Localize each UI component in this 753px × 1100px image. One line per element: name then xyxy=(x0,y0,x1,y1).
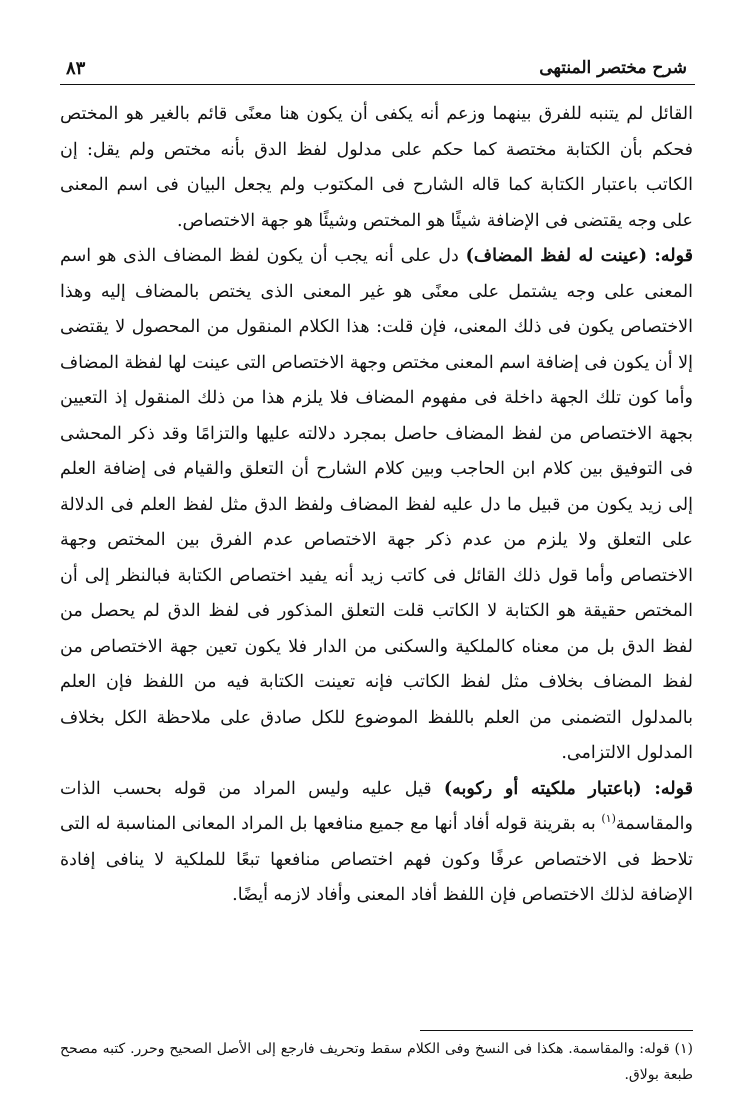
quote-label: قوله: (عينت له لفظ المضاف) xyxy=(465,246,694,266)
page-number: ٨٣ xyxy=(66,58,86,79)
quote-label: قوله: (باعتبار ملكيته أو ركوبه) xyxy=(443,778,693,799)
footnote-marker: (١) xyxy=(601,812,616,826)
header-divider xyxy=(60,84,695,85)
paragraph-text: قيل عليه وليس المراد من قوله بحسب الذات والمقاسمة xyxy=(60,778,693,834)
paragraph-text: دل على أنه يجب أن يكون لفظ المضاف الذى هو اسم المعنى على وجه يشتمل على معنًى هو غير المعنى الذى يختص بالمضاف إليه وهذا الاختصاص يكون فى ذلك المعنى، فإن قلت: هذا الكلام المنقول من المحصول لا يقتضى إلا أن يكون فى إضافة اسم المعنى مختص وجهة الاختصاص التى عينت لها لفظة المضاف وأما كون تلك الجهة داخلة فى مفهوم المضاف فلا يلزم هذا من ذلك المنقول إذ التعيين بجهة الاختصاص من لفظ المضاف حاصل بمجرد دلالته عليها والتزامًا وقد ذكر المحشى فى التوفيق بين كلام ابن الحاجب وبين كلام الشارح أن التعلق والقيام فى إضافة العلم إلى زيد يكون من قبيل ما دل عليه لفظ المضاف ولفظ الدق مثل لفظ العلم فى الدلالة على التعلق ولا يلزم من عدم ذكر جهة الاختصاص عدم الفرق بين المختص وجهة الاختصاص وأما قول ذلك القائل فى كاتب زيد أنه يفيد اختصاص الكتابة فبالنظر إلى أن المختص حقيقة هو الكتابة لا الكاتب قلت التعلق المذكور فى لفظ الدق لم يحصل من لفظ الدق بل من معناه كالملكية والسكنى من الدار فلا يكون تعين جهة الاختصاص من لفظ المضاف بخلاف مثل لفظ الكاتب فإنه تعينت الكتابة فيه من اللفظ فإن العلم بالمدلول التضمنى من العلم باللفظ الموضوع للكل صادق على ملاحظة الكل بخلاف المدلول الالتزامى. xyxy=(60,246,693,763)
paragraph xyxy=(60,772,693,914)
page-header xyxy=(60,56,693,82)
paragraph xyxy=(60,239,693,772)
footnote-divider xyxy=(420,1030,693,1031)
footnote: (١) قوله: والمقاسمة. هكذا فى النسخ وفى الكلام سقط وتحريف فارجع إلى الأصل الصحيح وحرر. كتبه مصحح طبعة بولاق. xyxy=(60,1041,693,1083)
paragraph-text: به بقرينة قوله أفاد أنها مع جميع منافعها بل المراد المعانى المناسبة له التى تلاحظ فى الاختصاص عرفًا وكون فهم اختصاص منافعها تبعًا للملكية لا ينافى إفادة الإضافة لذلك الاختصاص فإن اللفظ أفاد المعنى وأفاد لازمه أيضًا. xyxy=(60,814,693,905)
running-title: شرح مختصر المنتهى xyxy=(539,58,687,78)
paragraph-text: القائل لم يتنبه للفرق بينهما وزعم أنه يكفى أن يكون هنا معنًى قائم بالغير هو المختص فحكم بأن الكتابة مختصة كما حكم على مدلول لفظ الدق بأنه مختص ولم يقل: إن الكاتب باعتبار الكتابة كما قاله الشارح فى المكتوب ولم يجعل البيان فى اسم المعنى على وجه يقتضى فى الإضافة شيئًا هو المختص وشيئًا هو جهة الاختصاص. xyxy=(60,104,693,231)
footnotes xyxy=(60,1036,693,1088)
paragraph xyxy=(60,97,693,239)
main-text xyxy=(60,97,693,914)
